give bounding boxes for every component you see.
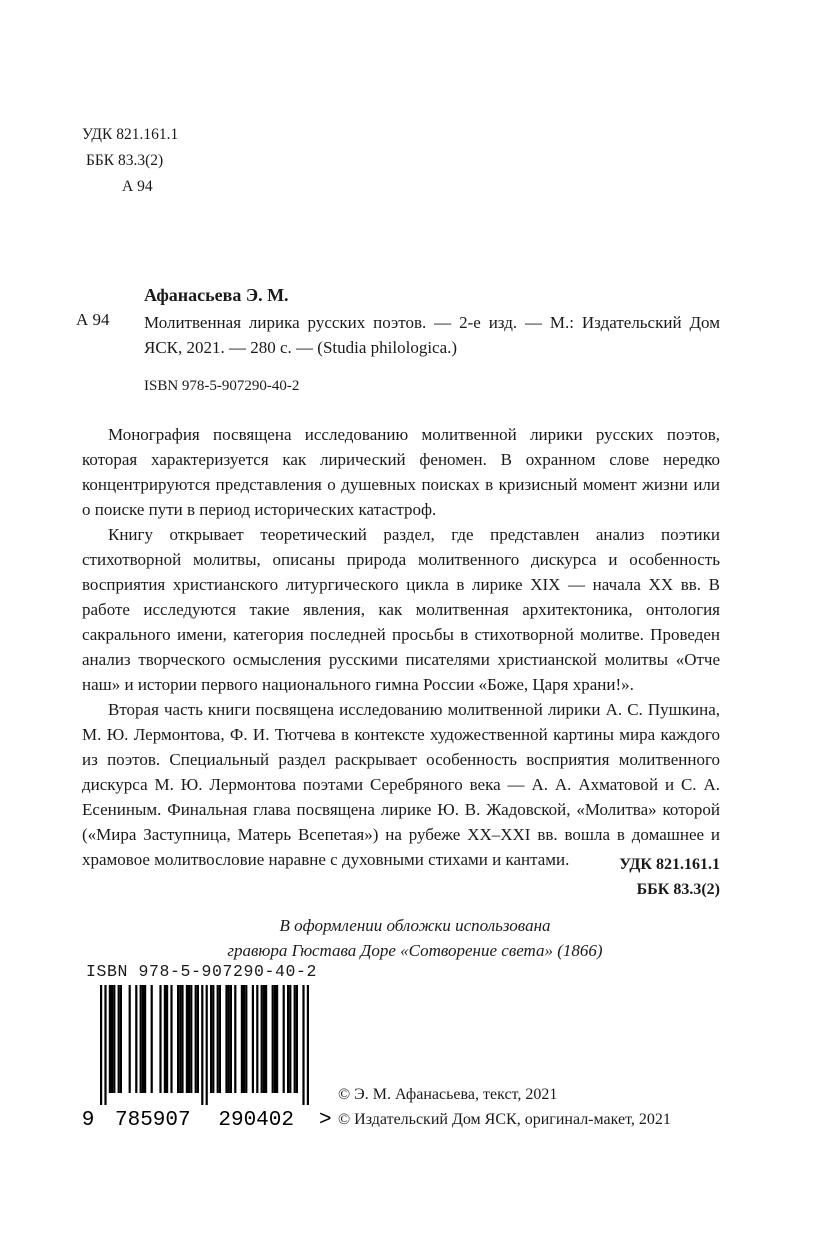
barcode-bar bbox=[252, 985, 254, 1093]
record-code: А 94 bbox=[76, 310, 110, 329]
barcode-bar bbox=[177, 985, 179, 1093]
abstract bbox=[82, 422, 720, 872]
index-right bbox=[520, 852, 720, 902]
cover-note-line: гравюра Гюстава Доре «Сотворение света» (1866) bbox=[227, 941, 603, 960]
copyright-line: © Издательский Дом ЯСК, оригинал-макет, 2021 bbox=[338, 1111, 671, 1128]
barcode-bar bbox=[234, 985, 236, 1093]
barcode-bar bbox=[230, 985, 232, 1093]
barcode-bar bbox=[159, 985, 161, 1093]
author-mark: А 94 bbox=[122, 178, 153, 195]
barcode-bar bbox=[263, 985, 265, 1093]
barcode-bar bbox=[265, 985, 267, 1093]
barcode-bar bbox=[166, 985, 168, 1093]
abstract-paragraph: Монография посвящена исследованию молитвенной лирики русских поэтов, которая характеризуется как лирический феномен. В охранном слове нередко концентрируются представления о душевных поисках в кризисный момент жизни или о поиске пути в период исторических катастроф. bbox=[82, 425, 720, 519]
barcode-bar bbox=[186, 985, 188, 1093]
author-name: Афанасьева Э. М. bbox=[144, 285, 289, 305]
barcode-bar bbox=[287, 985, 289, 1093]
barcode-first-digit: 9 bbox=[81, 1109, 95, 1132]
barcode-bar bbox=[283, 985, 285, 1093]
udk-code-bold: УДК 821.161.1 bbox=[619, 856, 720, 873]
barcode-bar bbox=[307, 985, 309, 1105]
barcode-bar bbox=[197, 985, 199, 1093]
copyright-line: © Э. М. Афанасьева, текст, 2021 bbox=[338, 1086, 558, 1103]
barcode-bar bbox=[243, 985, 245, 1093]
barcode-bar bbox=[276, 985, 278, 1093]
barcode-bar bbox=[261, 985, 263, 1093]
barcode-bar bbox=[135, 985, 137, 1093]
barcode-bar bbox=[289, 985, 291, 1093]
barcode-digits-right: 290402 bbox=[218, 1109, 295, 1132]
barcode-bar bbox=[245, 985, 247, 1093]
abstract-paragraph: Вторая часть книги посвящена исследованию молитвенной лирики А. С. Пушкина, М. Ю. Лермонтова, Ф. И. Тютчева в контексте художественной картины мира каждого из поэтов. Специальный раздел раскрывает особенность восприятия молитвенного дискурса М. Ю. Лермонтова поэтами Серебряного века — А. А. Ахматовой и С. А. Есениным. Финальная глава посвящена лирике Ю. В. Жадовской, «Молитва» которой («Мира Заступница, Матерь Всепетая») на рубеже XX–XXI вв. вошла в домашнее и храмовое молитвословие наравне с духовными стихами и кантами. bbox=[82, 700, 720, 869]
cover-note bbox=[120, 913, 710, 963]
barcode-bar bbox=[228, 985, 230, 1093]
barcode-bar bbox=[274, 985, 276, 1093]
abstract-paragraph: Книгу открывает теоретический раздел, где представлен анализ поэтики стихотворной молитвы, описаны природа молитвенного дискурса и особенность восприятия христианского литургического цикла в лирике XIX — начала XX вв. В работе исследуются такие явления, как молитвенная архитектоника, онтология сакрального имени, категория последней просьбы в стихотворной молитве. Проведен анализ творческого осмысления русскими писателями христианской молитвы «Отче наш» и истории первого национального гимна России «Боже, Царя храни!». bbox=[82, 525, 720, 694]
barcode-bar bbox=[142, 985, 144, 1093]
barcode-bar bbox=[109, 985, 111, 1093]
barcode-bar bbox=[164, 985, 166, 1093]
barcode-bar bbox=[118, 985, 120, 1093]
barcode-bar bbox=[100, 985, 102, 1105]
bbk-code: ББК 83.3(2) bbox=[86, 152, 164, 169]
barcode-isbn-text: ISBN 978-5-907290-40-2 bbox=[86, 962, 318, 981]
barcode-bar bbox=[195, 985, 197, 1093]
copyright-block bbox=[338, 1082, 671, 1132]
udk-code: УДК 821.161.1 bbox=[82, 126, 179, 143]
barcode-bar bbox=[241, 985, 243, 1093]
barcode-bar bbox=[190, 985, 192, 1093]
barcode-bar bbox=[296, 985, 298, 1093]
barcode-bar bbox=[188, 985, 190, 1093]
barcode-bar bbox=[272, 985, 274, 1093]
record-title: Молитвенная лирика русских поэтов. — 2-е изд. — М.: Издательский Дом ЯСК, 2021. — 280 с. — (Studia philologica.) bbox=[144, 313, 720, 357]
barcode-image bbox=[80, 985, 332, 1135]
classification-block bbox=[82, 122, 178, 200]
cover-note-line: В оформлении обложки использована bbox=[279, 916, 551, 935]
barcode-bar bbox=[212, 985, 214, 1093]
barcode-bar bbox=[111, 985, 113, 1093]
barcode-bar bbox=[294, 985, 296, 1093]
barcode-bar bbox=[104, 985, 106, 1105]
barcode-bar bbox=[217, 985, 219, 1093]
barcode-bar bbox=[144, 985, 146, 1093]
barcode-marker: > bbox=[319, 1109, 332, 1132]
barcode-bar bbox=[129, 985, 131, 1093]
barcode-bar bbox=[256, 985, 258, 1093]
bbk-code-bold: ББК 83.3(2) bbox=[636, 881, 720, 898]
barcode-bar bbox=[179, 985, 181, 1093]
barcode-bar bbox=[219, 985, 221, 1093]
barcode-bar bbox=[181, 985, 183, 1093]
barcode-bar bbox=[140, 985, 142, 1093]
barcode-bar bbox=[170, 985, 172, 1093]
barcode-bar bbox=[206, 985, 208, 1105]
barcode-bar bbox=[302, 985, 304, 1105]
barcode-bar bbox=[120, 985, 122, 1093]
barcode-bar bbox=[225, 985, 227, 1093]
barcode-bar bbox=[201, 985, 203, 1105]
barcode-bar bbox=[151, 985, 153, 1093]
barcode-bar bbox=[113, 985, 115, 1093]
record-isbn: ISBN 978-5-907290-40-2 bbox=[144, 378, 300, 394]
barcode-bar bbox=[210, 985, 212, 1093]
barcode-digits-left: 785907 bbox=[114, 1109, 191, 1132]
